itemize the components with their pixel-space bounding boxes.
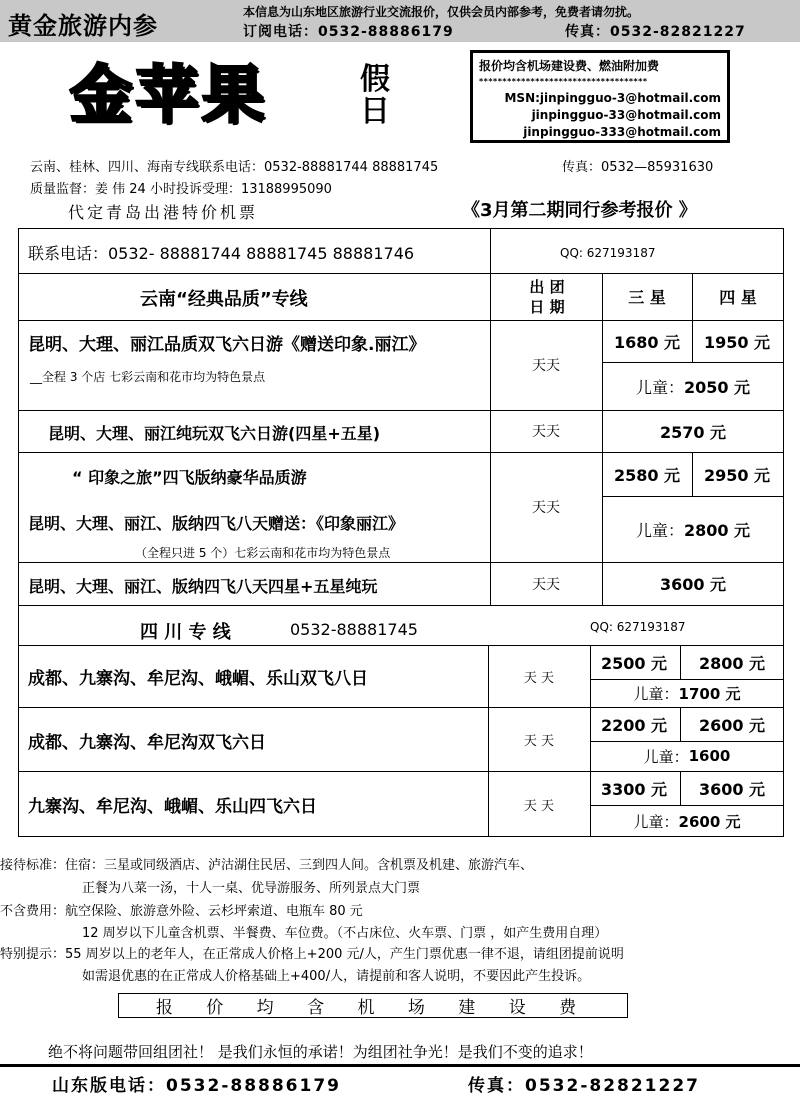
table-qq: QQ: 627193187: [560, 246, 656, 260]
top-bar-fax: 传真：0532-82821227: [565, 24, 746, 40]
sichuan-header: 四 川 专 线: [140, 622, 231, 643]
note-line-6: 如需退优惠的在正常成人价格基础上+400/人，请提前和客人说明，不要因此产生投诉。: [82, 969, 591, 984]
contact-line-2: 质量监督：姜 伟 24 小时投诉受理：13188995090: [30, 182, 332, 197]
child-price: 1700 元: [678, 684, 741, 703]
row-depart: 天天: [532, 500, 560, 516]
row-depart: 天天: [532, 358, 560, 374]
col-depart: 出 团 日 期: [529, 278, 565, 316]
note-line-3: 不含费用：航空保险、旅游意外险、云杉坪索道、电瓶车 80 元: [0, 904, 363, 919]
footer-fax: 传真：0532-82821227: [468, 1076, 700, 1096]
note-line-4: 12 周岁以下儿童含机票、半餐费、车位费。（不占床位、火车票、门票 ，如产生费用自理）: [82, 926, 608, 941]
row-child: [602, 496, 784, 562]
child-label: 儿童：: [635, 520, 684, 540]
child-price: 2600 元: [678, 812, 741, 831]
notice-title: 报价均含机场建设费、燃油附加费: [479, 59, 660, 73]
logo-text: 金苹果: [70, 58, 269, 131]
row-price-4: 2800 元: [698, 653, 766, 673]
boxed-notice: 报 价 均 含 机 场 建 设 费: [118, 993, 628, 1018]
row-price-4: 3600 元: [698, 779, 766, 799]
row-price-4: 2950 元: [703, 465, 771, 485]
row-title: 昆明、大理、丽江、版纳四飞八天四星+五星纯玩: [28, 577, 378, 596]
note-line-1: 接待标准：住宿：三星或同级酒店、泸沽湖住民居、三到四人间。含机票及机建、旅游汽车、: [0, 858, 534, 873]
row-child: [590, 679, 784, 707]
top-bar-title: 黄金旅游内参: [8, 12, 158, 40]
row-price-3: 3300 元: [600, 779, 668, 799]
child-price: 2800 元: [683, 520, 751, 540]
child-price: 1600: [688, 747, 731, 765]
child-label: 儿童：: [633, 684, 679, 703]
col-3star: 三 星: [628, 288, 666, 307]
row-title: 成都、九寨沟、牟尼沟、峨嵋、乐山双飞八日: [28, 669, 368, 689]
row-child: [602, 362, 784, 410]
row-depart: 天 天: [523, 798, 555, 814]
footer-rule: [0, 1064, 800, 1067]
row-title-2: 昆明、大理、丽江、版纳四飞八天赠送：《印象丽江》: [28, 514, 405, 533]
row-price-3: 2580 元: [613, 465, 681, 485]
row-depart: 天 天: [523, 733, 555, 749]
contact-fax: 传真：0532—85931630: [562, 160, 714, 175]
row-child: [590, 805, 784, 837]
row-price-4: 2600 元: [698, 715, 766, 735]
notice-stars: ************************************: [479, 77, 648, 86]
row-title: 昆明、大理、丽江纯玩双飞六日游(四星+五星): [48, 424, 381, 443]
row-depart: 天天: [532, 576, 560, 593]
row-title: 昆明、大理、丽江品质双飞六日游《赠送印象.丽江》: [28, 335, 426, 355]
msn-1: MSN:jinpingguo-3@hotmail.com: [504, 91, 721, 105]
row-note: （全程只进 5 个）七彩云南和花市均为特色景点: [135, 546, 391, 560]
issue-title: 《3月第二期同行参考报价 》: [462, 200, 697, 221]
table-phone: 联系电话：0532- 88881744 88881745 88881746: [28, 244, 415, 263]
row-child: [590, 741, 784, 771]
row-price: 3600 元: [659, 575, 727, 594]
child-label: 儿童：: [635, 377, 684, 397]
row-depart: 天 天: [523, 670, 555, 686]
note-line-2: 正餐为八菜一汤，十人一桌、优导游服务、所列景点大门票: [82, 881, 421, 896]
child-price: 2050 元: [683, 377, 751, 397]
top-bar-notice: 本信息为山东地区旅游行业交流报价，仅供会员内部参考，免费者请勿扰。: [243, 5, 640, 19]
row-title-1: “ 印象之旅”四飞版纳豪华品质游: [72, 468, 307, 487]
row-title: 成都、九寨沟、牟尼沟双飞六日: [28, 733, 266, 753]
row-note: __全程 3 个店 七彩云南和花市均为特色景点: [30, 370, 266, 384]
contact-line-3: 代定青岛出港特价机票: [68, 203, 259, 222]
top-bar-phone: 订阅电话：0532-88886179: [243, 24, 454, 40]
row-price: 2570 元: [659, 422, 727, 442]
brand-logo: [70, 60, 400, 130]
child-label: 儿童：: [643, 747, 689, 766]
row-price-3: 2200 元: [600, 715, 668, 735]
col-4star: 四 星: [719, 288, 757, 307]
note-line-5: 特别提示：55 周岁以上的老年人，在正常成人价格上+200 元/人，产生门票优惠一律不退，请组团提前说明: [0, 947, 624, 962]
notice-box: [470, 50, 730, 143]
sichuan-phone: 0532-88881745: [290, 620, 418, 639]
row-title: 九寨沟、牟尼沟、峨嵋、乐山四飞六日: [28, 797, 317, 817]
row-depart: 天天: [532, 424, 560, 440]
row-price-3: 2500 元: [600, 653, 668, 673]
msn-3: jinpingguo-333@hotmail.com: [523, 125, 721, 139]
logo-tag: 假日: [360, 62, 390, 129]
slogan: 绝不将问题带回组团社！ 是我们永恒的承诺！为组团社争光！是我们不变的追求！: [48, 1043, 593, 1061]
contact-line-1: 云南、桂林、四川、海南专线联系电话：0532-88881744 88881745: [30, 160, 439, 175]
row-price-3: 1680 元: [613, 332, 681, 352]
yunnan-header: 云南“经典品质”专线: [140, 289, 308, 310]
sichuan-qq: QQ: 627193187: [590, 620, 686, 634]
row-price-4: 1950 元: [703, 332, 771, 352]
child-label: 儿童：: [633, 812, 679, 831]
footer-phone: 山东版电话：0532-88886179: [52, 1076, 341, 1096]
msn-2: jinpingguo-33@hotmail.com: [531, 108, 721, 122]
